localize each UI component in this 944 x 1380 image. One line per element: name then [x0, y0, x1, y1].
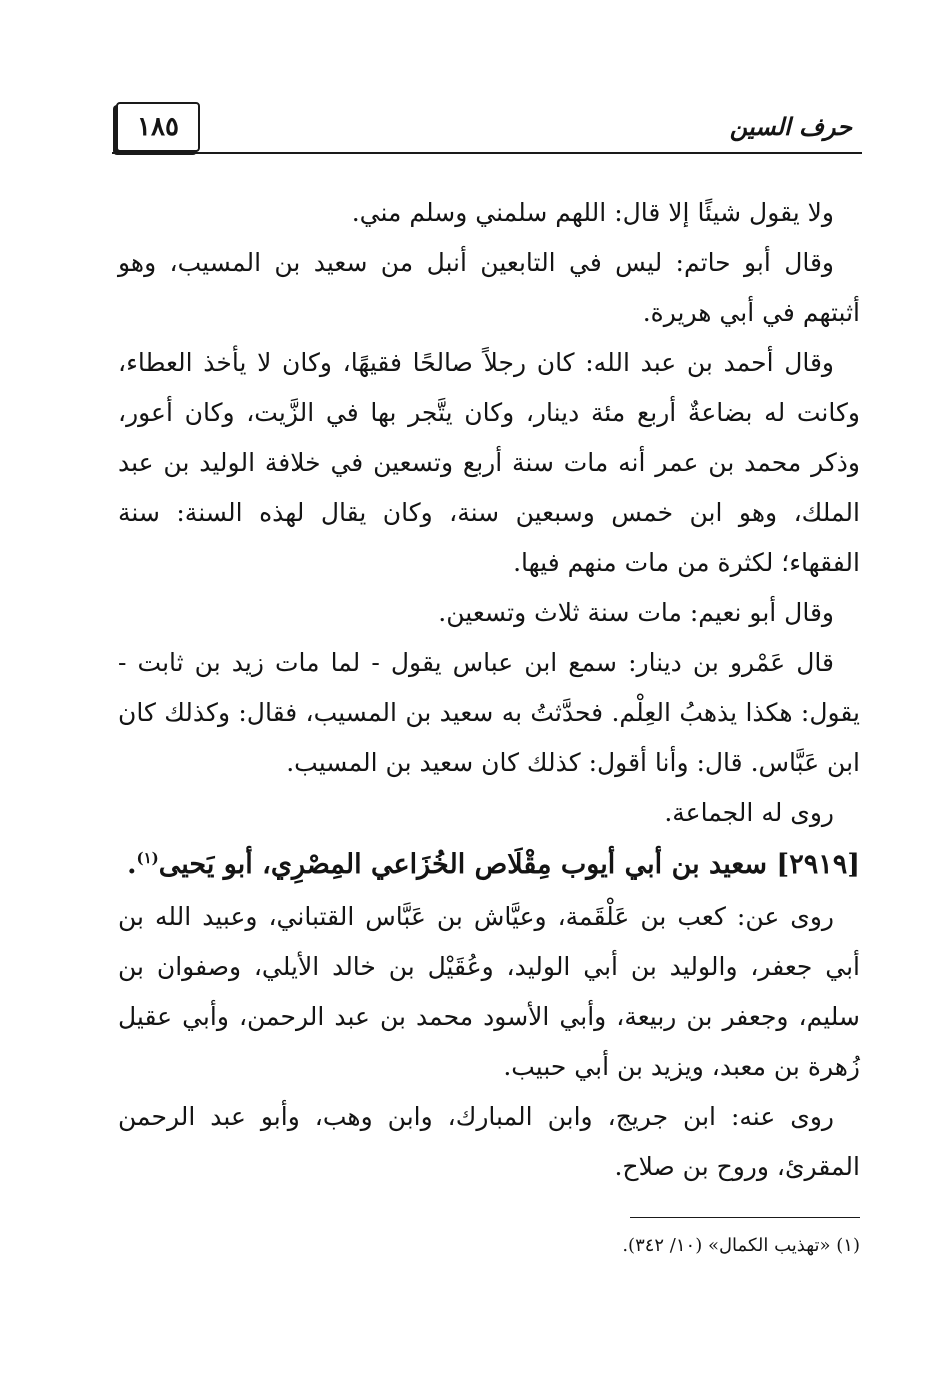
main-text [118, 188, 860, 1192]
running-head: حرف السين [729, 112, 852, 141]
entry-number: [٢٩١٩] [776, 849, 860, 880]
header-rule [112, 152, 862, 154]
footnote-1: (١) «تهذيب الكمال» (١٠/ ٣٤٢). [622, 1235, 860, 1256]
paragraph-4: وقال أبو نعيم: مات سنة ثلاث وتسعين. [438, 598, 834, 627]
paragraph-7: روى عن: كعب بن عَلْقَمة، وعيَّاش بن عَبَّاس القتباني، وعبيد الله بن أبي جعفر، والوليد بن أبي الوليد، وعُقَيْل بن خالد الأيلي، وصفوان بن سليم، وجعفر بن ربيعة، وأبي الأسود محمد بن عبد الرحمن، وأبي عقيل زُهرة بن معبد، ويزيد بن أبي حبيب. [118, 902, 860, 1081]
paragraph-1: ولا يقول شيئًا إلا قال: اللهم سلمني وسلم مني. [351, 198, 834, 227]
paragraph-5: قال عَمْرو بن دينار: سمع ابن عباس يقول - لما مات زيد بن ثابت - يقول: هكذا يذهبُ العِلْم. فحدَّثتُ به سعيد بن المسيب، فقال: وكذلك كان ابن عَبَّاس. قال: وأنا أقول: كذلك كان سعيد بن المسيب. [118, 648, 860, 777]
footnote-ref[interactable]: (١) [136, 849, 159, 867]
paragraph-3: وقال أحمد بن عبد الله: كان رجلاً صالحًا فقيهًا، وكان لا يأخذ العطاء، وكانت له بضاعةٌ أربع مئة دينار، وكان يتَّجر بها في الزَّيت، وكان أعور، وذكر محمد بن عمر أنه مات سنة أربع وتسعين في خلافة الوليد بن عبد الملك، وهو ابن خمس وسبعين سنة، وكان يقال لهذه السنة: سنة الفقهاء؛ لكثرة من مات منهم فيها. [118, 348, 860, 577]
entry-name: سعيد بن أبي أيوب مِقْلَاص الخُزَاعي المِصْرِي، أبو يَحيى [158, 849, 768, 880]
entry-heading [118, 838, 860, 892]
page-header [112, 100, 862, 156]
paragraph-2: وقال أبو حاتم: ليس في التابعين أنبل من سعيد بن المسيب، وهو أثبتهم في أبي هريرة. [118, 248, 860, 327]
footnote-rule [630, 1217, 860, 1218]
paragraph-6: روى له الجماعة. [664, 798, 834, 827]
page-number: ١٨٥ [116, 102, 200, 152]
entry-end: . [127, 849, 137, 880]
paragraph-8: روى عنه: ابن جريج، وابن المبارك، وابن وهب، وأبو عبد الرحمن المقرئ، وروح بن صلاح. [118, 1102, 860, 1181]
